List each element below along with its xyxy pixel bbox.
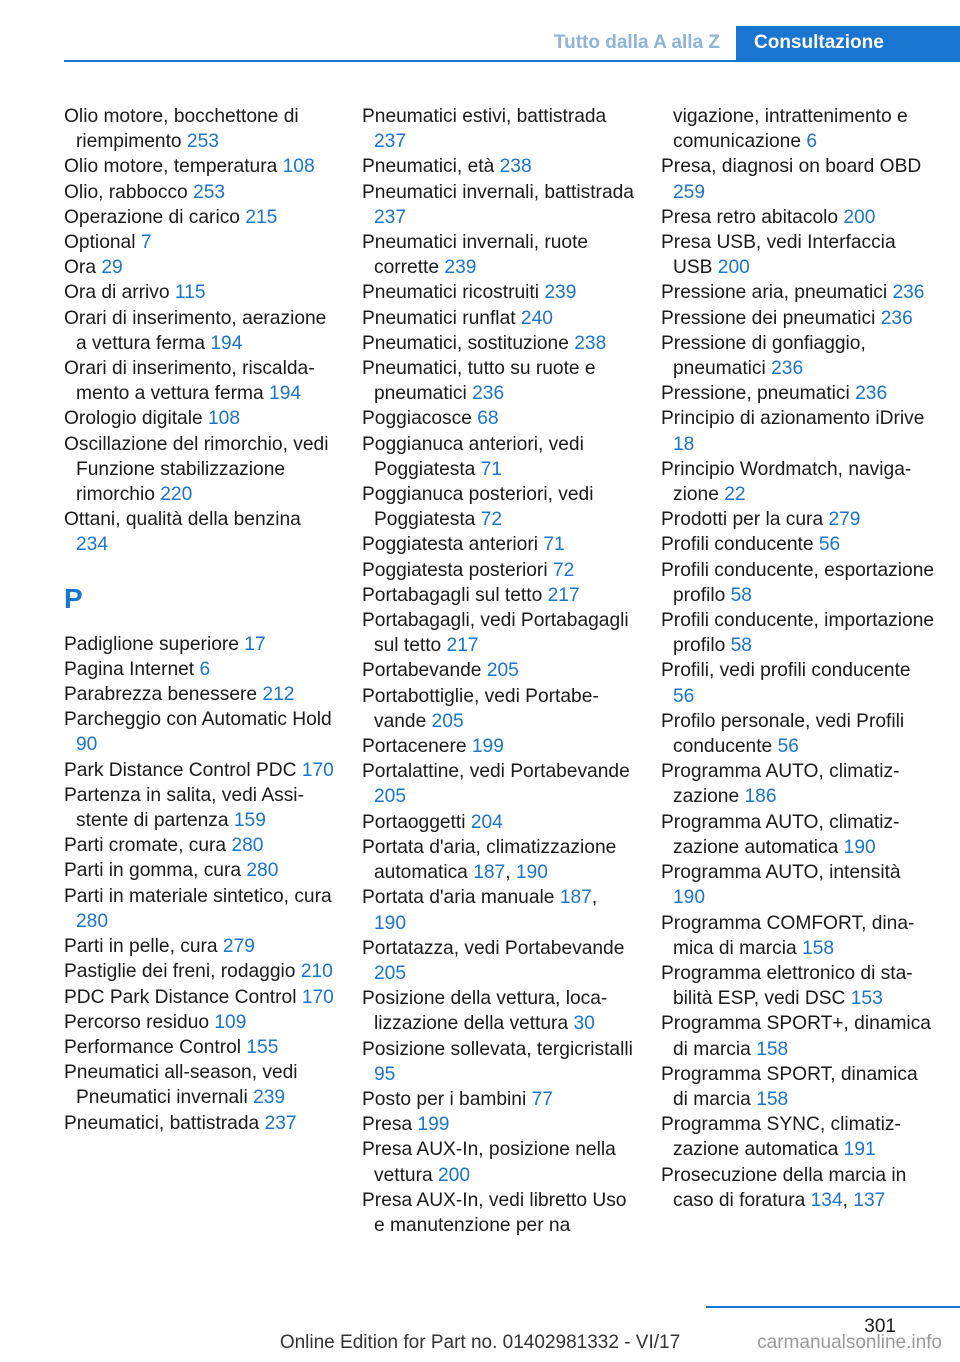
index-entry [362, 658, 634, 683]
index-entry [362, 406, 634, 431]
index-term: Profili conducente [661, 534, 814, 556]
page-reference-link[interactable]: 200 [717, 257, 750, 279]
index-term: Principio Wordmatch, navigazione [661, 458, 912, 506]
page-reference-link[interactable]: 199 [417, 1114, 450, 1136]
index-term: Percorso residuo [64, 1011, 210, 1033]
page-reference-link[interactable]: 56 [673, 685, 695, 707]
index-entry [661, 331, 937, 381]
page-reference-link[interactable]: 187 [559, 887, 592, 909]
index-entry [362, 482, 634, 532]
page-reference-link[interactable]: 6 [199, 658, 211, 680]
page-reference-link[interactable]: 155 [246, 1036, 279, 1058]
index-entry [64, 154, 336, 179]
page-reference-link[interactable]: 137 [853, 1189, 886, 1211]
index-term: Pneumatici all-season, vedi Pneumatici invernali [64, 1062, 298, 1109]
index-term: Portata d'aria manuale [362, 887, 555, 909]
page-reference-link[interactable]: 71 [480, 458, 503, 480]
index-entry [64, 758, 336, 783]
page-reference-link[interactable]: 194 [210, 332, 243, 354]
index-entry [362, 331, 634, 356]
page-reference-link[interactable]: 95 [374, 1063, 396, 1085]
index-entry [362, 936, 634, 986]
page-reference-link[interactable]: 58 [730, 635, 752, 657]
page-reference-link[interactable]: 280 [76, 910, 109, 932]
index-term: Park Distance Control PDC [64, 759, 297, 781]
index-entry [64, 432, 336, 508]
index-entry [64, 280, 336, 305]
page-reference-link[interactable]: 237 [374, 206, 407, 228]
index-entry [64, 356, 336, 406]
index-term: Pastiglie dei freni, rodaggio [64, 961, 296, 983]
index-entry [362, 104, 634, 154]
page-reference-link[interactable]: 236 [771, 358, 804, 380]
edition-note: Online Edition for Part no. 01402981332 - VI/17 [279, 1332, 681, 1353]
page-reference-link[interactable]: 187 [473, 862, 506, 884]
index-term: Orologio digitale [64, 408, 203, 430]
page-reference-link[interactable]: 212 [262, 684, 295, 706]
index-term: Programma AUTO, climatizzazione automatica [661, 811, 900, 858]
index-entry [661, 381, 937, 406]
header-rule [64, 60, 960, 62]
index-term: Pressione, pneumatici [661, 383, 850, 405]
page-reference-link[interactable]: 200 [438, 1164, 471, 1186]
index-entry [661, 860, 937, 910]
index-entry [661, 1062, 937, 1112]
index-term: Pagina Internet [64, 658, 195, 680]
index-term: Pressione aria, pneumatici [661, 282, 888, 304]
index-term: Portabevande [362, 660, 482, 682]
index-column-1 [64, 104, 336, 1136]
index-term: Parti cromate, cura [64, 835, 227, 857]
index-term: Padiglione superiore [64, 633, 239, 655]
index-term: Pneumatici ricostruiti [362, 282, 540, 304]
index-entry [362, 1188, 634, 1238]
page-reference-link[interactable]: 90 [76, 734, 98, 756]
index-entry [64, 205, 336, 230]
index-term: Poggianuca posteriori, vedi Poggiatesta [362, 484, 594, 531]
index-term: Olio motore, temperatura [64, 156, 278, 178]
page-reference-link[interactable]: 239 [444, 257, 477, 279]
page-reference-link[interactable]: 158 [802, 937, 835, 959]
page-reference-link[interactable]: 72 [480, 509, 503, 531]
page-reference-link[interactable]: 190 [843, 836, 876, 858]
page-reference-link[interactable]: 190 [374, 912, 407, 934]
index-entry [64, 1111, 336, 1136]
index-term: Poggiacosce [362, 408, 472, 430]
page-reference-link[interactable]: 239 [544, 282, 577, 304]
index-entry [362, 180, 634, 230]
page-reference-link[interactable]: 194 [269, 383, 302, 405]
index-entry [64, 783, 336, 833]
page-reference-link[interactable]: 109 [214, 1011, 247, 1033]
index-term: Portacenere [362, 736, 467, 758]
index-entry [64, 858, 336, 883]
index-term: Orari di inserimento, riscaldamento a vettura ferma [64, 358, 315, 405]
page-reference-link[interactable]: 217 [446, 635, 479, 657]
page-reference-link[interactable]: 237 [374, 131, 407, 153]
index-entry [362, 306, 634, 331]
index-term: Profilo personale, vedi Profili conducente [661, 710, 905, 758]
page-reference-link[interactable]: 237 [264, 1112, 297, 1134]
index-entry [661, 608, 937, 658]
page-reference-link[interactable]: 239 [253, 1087, 286, 1109]
index-entry [661, 306, 937, 331]
index-term: Operazione di carico [64, 206, 240, 228]
index-term: Olio, rabbocco [64, 181, 188, 203]
index-entry [362, 230, 634, 280]
page-reference-link[interactable]: 58 [730, 584, 752, 606]
index-entry: Portata d'aria manuale 187, 190 [362, 887, 598, 934]
page-reference-link[interactable]: 220 [160, 484, 193, 506]
index-term: vigazione, intrattenimento e comunicazione [673, 106, 908, 153]
index-entry [362, 532, 634, 557]
index-term: Portabottiglie, vedi Portabevande [362, 685, 599, 732]
page-reference-link[interactable]: 134 [810, 1189, 843, 1211]
page-reference-link[interactable]: 191 [843, 1139, 876, 1161]
index-entry: Prosecuzione della marcia in caso di foratura 134, 137 [661, 1164, 907, 1211]
page-reference-link[interactable]: 236 [855, 383, 888, 405]
index-entry [661, 532, 937, 557]
index-column-3 [661, 104, 937, 1213]
index-entry [64, 934, 336, 959]
index-entry [362, 810, 634, 835]
index-term: Parcheggio con Automatic Hold [64, 709, 332, 731]
header-section-title: Tutto dalla A alla Z [553, 32, 720, 53]
index-entry [661, 1011, 937, 1061]
index-entry [661, 709, 937, 759]
index-term: Pressione dei pneumatici [661, 307, 876, 329]
index-term: Portaoggetti [362, 811, 466, 833]
page-reference-link[interactable]: 170 [301, 759, 334, 781]
page-reference-link[interactable]: 205 [486, 660, 519, 682]
page-reference-link[interactable]: 56 [818, 534, 841, 556]
index-entry [64, 230, 336, 255]
page-reference-link[interactable]: 18 [673, 433, 695, 455]
index-term: Partenza in salita, vedi Assistente di partenza [64, 784, 304, 832]
index-term: Pneumatici, battistrada [64, 1112, 260, 1134]
index-entry [362, 734, 634, 759]
index-term: Profili conducente, esportazione profilo [661, 559, 935, 606]
index-term: Profili conducente, importazione profilo [661, 610, 935, 657]
index-term: Ora di arrivo [64, 282, 170, 304]
index-term: Pneumatici invernali, ruote corrette [362, 232, 589, 279]
index-column-2 [362, 104, 634, 1238]
index-term: Posizione sollevata, tergicristalli [362, 1038, 633, 1060]
page-reference-link[interactable]: 280 [231, 835, 264, 857]
page-reference-link[interactable]: 253 [186, 131, 219, 153]
index-term: Presa retro abitacolo [661, 206, 839, 228]
page-reference-link[interactable]: 29 [101, 257, 123, 279]
index-term: Ora [64, 257, 96, 279]
index-term: Ottani, qualità della benzina [64, 509, 301, 531]
index-entry [64, 632, 336, 657]
page-reference-link[interactable]: 71 [543, 534, 565, 556]
index-term: Parabrezza benessere [64, 684, 258, 706]
page-reference-link[interactable]: 159 [233, 810, 266, 832]
page-reference-link[interactable]: 240 [520, 307, 553, 329]
page-reference-link[interactable]: 190 [673, 887, 706, 909]
page-reference-link[interactable]: 205 [374, 962, 407, 984]
index-term: Profili, vedi profili conducente [661, 660, 911, 682]
index-term: Pneumatici estivi, battistrada [362, 106, 607, 127]
index-entry [362, 986, 634, 1036]
page-reference-link[interactable]: 186 [744, 786, 777, 808]
page-reference-link[interactable]: 238 [499, 156, 532, 178]
index-term: Poggiatesta posteriori [362, 559, 548, 581]
page-reference-link[interactable]: 210 [300, 961, 333, 983]
index-entry [64, 406, 336, 431]
index-entry [362, 1037, 634, 1087]
index-term: Poggianuca anteriori, vedi Poggiatesta [362, 433, 584, 480]
page-reference-link[interactable]: 238 [574, 332, 607, 354]
index-term: Programma SPORT+, dinamica di marcia [661, 1013, 931, 1060]
index-term: Presa [362, 1114, 413, 1136]
page-reference-link[interactable]: 217 [547, 584, 580, 606]
page-reference-link[interactable]: 279 [828, 509, 861, 531]
index-entry [64, 507, 336, 557]
index-entry [362, 154, 634, 179]
index-term: Programma AUTO, climatizzazione [661, 761, 900, 808]
index-term: Programma COMFORT, dinamica di marcia [661, 912, 915, 959]
index-entry [64, 1060, 336, 1110]
footer-rule [706, 1306, 960, 1308]
index-term: Pneumatici, età [362, 156, 495, 178]
page-reference-link[interactable]: 108 [208, 408, 241, 430]
index-term: Prodotti per la cura [661, 509, 824, 531]
page-reference-link[interactable]: 205 [431, 710, 464, 732]
page-reference-link[interactable]: 204 [470, 811, 503, 833]
page-reference-link[interactable]: 190 [515, 862, 548, 884]
index-entry [64, 657, 336, 682]
index-term: Portabagagli, vedi Portabagagli sul tetto [362, 610, 629, 657]
index-entry [362, 1087, 634, 1112]
index-term: Posto per i bambini [362, 1088, 527, 1110]
page-reference-link[interactable]: 22 [724, 484, 746, 506]
header-tab-consultazione: Consultazione [736, 26, 960, 60]
index-entry [64, 1035, 336, 1060]
index-entry [64, 959, 336, 984]
index-entry [362, 280, 634, 305]
page-reference-link[interactable]: 56 [777, 736, 799, 758]
index-entry [362, 759, 634, 809]
index-term: Posizione della vettura, localizzazione della vettura [362, 988, 608, 1035]
index-term: Poggiatesta anteriori [362, 534, 538, 556]
index-term: PDC Park Distance Control [64, 986, 297, 1008]
page-reference-link[interactable]: 158 [756, 1038, 789, 1060]
page-reference-link[interactable]: 158 [756, 1088, 789, 1110]
page-reference-link[interactable]: 234 [76, 534, 109, 556]
page-reference-link[interactable]: 6 [806, 131, 818, 153]
page-reference-link[interactable]: 108 [282, 156, 315, 178]
index-entry [64, 833, 336, 858]
page-reference-link[interactable]: 7 [140, 232, 152, 254]
index-term: Pressione di gonfiaggio, pneumatici [661, 332, 866, 380]
index-term: Portabagagli sul tetto [362, 584, 543, 606]
page-reference-link[interactable]: 153 [850, 988, 883, 1010]
index-entry [64, 985, 336, 1010]
page-reference-link[interactable]: 279 [222, 936, 255, 958]
index-term: Parti in gomma, cura [64, 860, 242, 882]
index-term: Oscillazione del rimorchio, vedi Funzione stabilizzazione rimorchio [64, 433, 329, 506]
page-reference-link[interactable]: 205 [374, 786, 407, 808]
index-entry [661, 205, 937, 230]
index-entry [362, 356, 634, 406]
index-entry [64, 180, 336, 205]
index-term: Programma SPORT, dinamica di marcia [661, 1063, 918, 1110]
index-section-letter: P [64, 582, 83, 614]
index-entry [64, 306, 336, 356]
index-entry [362, 1112, 634, 1137]
index-term: Pneumatici, tutto su ruote e pneumatici [362, 358, 596, 405]
index-term: Pneumatici runflat [362, 307, 516, 329]
index-term: Parti in pelle, cura [64, 936, 218, 958]
index-entry [661, 154, 937, 204]
page-reference-link[interactable]: 215 [245, 206, 278, 228]
index-entry [661, 911, 937, 961]
page-reference-link[interactable]: 259 [673, 181, 706, 203]
index-term: Presa USB, vedi Interfaccia USB [661, 232, 896, 279]
page-number: 301 [864, 1316, 896, 1337]
page-reference-link[interactable]: 170 [301, 986, 334, 1008]
index-term: Principio di azionamento iDrive [661, 408, 925, 430]
index-entry [661, 104, 937, 154]
index-entry [661, 961, 937, 1011]
index-term: Portalattine, vedi Portabevande [362, 761, 630, 783]
page-reference-link[interactable]: 77 [531, 1088, 553, 1110]
index-entry [661, 759, 937, 809]
index-entry [362, 558, 634, 583]
index-term: Performance Control [64, 1036, 242, 1058]
index-entry [661, 280, 937, 305]
index-entry [661, 406, 937, 456]
index-entry [661, 558, 937, 608]
page-reference-link[interactable]: 72 [552, 559, 575, 581]
index-entry [64, 1010, 336, 1035]
page-reference-link[interactable]: 115 [174, 282, 206, 304]
index-entry [661, 1112, 937, 1162]
index-entry [661, 658, 937, 708]
watermark: carmanualsonline.info [757, 1332, 942, 1353]
index-entry [661, 507, 937, 532]
index-entry [64, 707, 336, 757]
index-term: Portata d'aria, climatizzazione automatica [362, 836, 617, 884]
page-reference-link[interactable]: 236 [472, 383, 505, 405]
index-entry [64, 884, 336, 934]
index-term: Presa, diagnosi on board OBD [661, 156, 922, 178]
index-term: Programma SYNC, climatizzazione automatica [661, 1114, 901, 1161]
index-term: Orari di inserimento, aerazione a vettura ferma [64, 307, 327, 354]
page-reference-link[interactable]: 280 [246, 860, 279, 882]
index-entry [661, 810, 937, 860]
index-entry [64, 682, 336, 707]
index-entry [661, 230, 937, 280]
index-entry [64, 255, 336, 280]
index-term: Parti in materiale sintetico, cura [64, 885, 332, 907]
page-reference-link[interactable]: 253 [193, 181, 226, 203]
page-reference-link[interactable]: 68 [477, 408, 499, 430]
index-term: Optional [64, 232, 136, 254]
index-term: Pneumatici, sostituzione [362, 332, 569, 354]
index-term: Prosecuzione della marcia in caso di foratura [661, 1164, 907, 1211]
index-term: Presa AUX-In, vedi libretto Uso e manutenzione per na [362, 1189, 627, 1236]
index-entry [64, 104, 336, 154]
index-term: Programma elettronico di stabilità ESP, vedi DSC [661, 962, 913, 1010]
index-term: Olio motore, bocchettone di riempimento [64, 106, 299, 153]
index-entry [661, 457, 937, 507]
page-reference-link[interactable]: 236 [880, 307, 913, 329]
index-term: Programma AUTO, intensità [661, 862, 901, 884]
index-term: Presa AUX-In, posizione nella vettura [362, 1139, 616, 1186]
index-entry [362, 608, 634, 658]
index-entry [362, 432, 634, 482]
page-reference-link[interactable]: 200 [843, 206, 876, 228]
page-reference-link[interactable]: 17 [244, 633, 266, 655]
index-entry [362, 1137, 634, 1187]
index-entry [362, 583, 634, 608]
index-entry [362, 684, 634, 734]
page-reference-link[interactable]: 30 [573, 1013, 595, 1035]
index-term: Pneumatici invernali, battistrada [362, 181, 634, 203]
page-reference-link[interactable]: 199 [471, 736, 504, 758]
index-entry: Portata d'aria, climatizzazione automatica 187, 190 [362, 836, 617, 884]
index-term: Portatazza, vedi Portabevande [362, 937, 625, 959]
page-reference-link[interactable]: 236 [892, 282, 925, 304]
